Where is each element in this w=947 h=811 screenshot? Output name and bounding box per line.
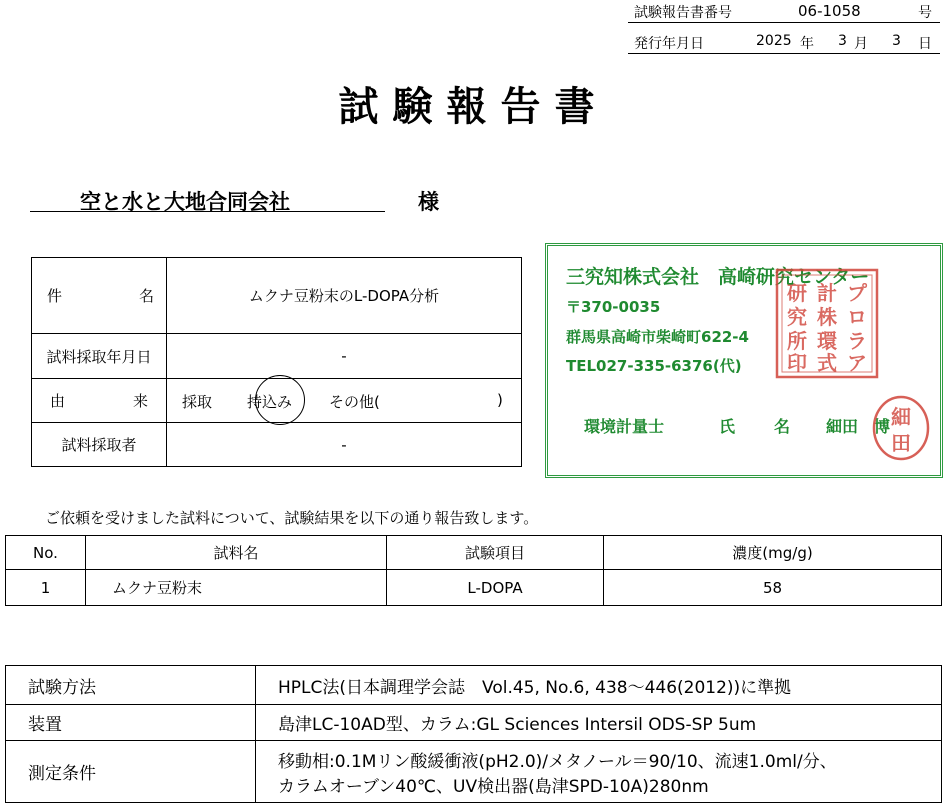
- stamp-role: 環境計量士: [584, 417, 665, 436]
- svg-text:環: 環: [817, 329, 837, 353]
- issue-year: 2025: [756, 33, 792, 49]
- sampler-label: 試料採取者: [32, 423, 167, 467]
- origin-options-cell: [167, 379, 522, 423]
- issue-month: 3: [838, 33, 847, 49]
- svg-text:ラ: ラ: [847, 329, 867, 353]
- issue-day: 3: [892, 33, 901, 49]
- origin-option-other: その他(: [329, 393, 380, 411]
- stamp-name-label-1: 氏: [719, 417, 736, 436]
- sampler-value: -: [167, 423, 522, 467]
- client-name: 空と水と大地合同会社: [80, 190, 290, 214]
- method-label: 試験方法: [6, 666, 256, 705]
- report-number-label: 試験報告書番号: [634, 5, 732, 21]
- methods-table: [5, 665, 942, 803]
- stamp-tel: TEL027-335-6376(代): [566, 357, 742, 375]
- subject-label-1: 件: [47, 287, 63, 305]
- row-no: 1: [6, 570, 86, 606]
- company-seal: [773, 266, 881, 381]
- subject-value: ムクナ豆粉末のL-DOPA分析: [167, 258, 522, 334]
- origin-label-2: 来: [132, 392, 148, 410]
- client-underline: [30, 211, 385, 212]
- results-header-row: [6, 536, 942, 570]
- svg-text:研: 研: [787, 281, 807, 305]
- svg-text:式: 式: [817, 351, 837, 375]
- sample-date-label: 試料採取年月日: [32, 334, 167, 379]
- subject-label-2: 名: [138, 287, 154, 305]
- header-test-item: 試験項目: [387, 536, 604, 570]
- sample-info-table: [31, 257, 522, 467]
- svg-text:ア: ア: [847, 351, 867, 375]
- conditions-value-cell: [256, 741, 942, 803]
- selected-circle-mark: [255, 375, 305, 425]
- stamp-company: 三究知株式会社 高崎研究センター: [566, 266, 870, 288]
- year-unit: 年: [800, 36, 814, 52]
- conditions-line-2: カラムオーブン40℃、UV検出器(島津SPD-10A)280nm: [278, 776, 709, 797]
- svg-text:印: 印: [787, 351, 807, 375]
- row-sample-name: ムクナ豆粉末: [86, 570, 387, 606]
- header-concentration: 濃度(mg/g): [604, 536, 942, 570]
- svg-text:究: 究: [787, 305, 807, 329]
- report-number: 06-1058: [798, 2, 861, 20]
- origin-option-close: ): [497, 391, 503, 409]
- company-stamp: [545, 243, 943, 478]
- results-table: [5, 535, 942, 606]
- header-sample-name: 試料名: [86, 536, 387, 570]
- report-number-suffix: 号: [918, 5, 932, 21]
- intro-text: ご依頼を受けました試料について、試験結果を以下の通り報告致します。: [45, 509, 539, 527]
- apparatus-value: 島津LC-10AD型、カラム:GL Sciences Intersil ODS-SP 5um: [256, 705, 942, 741]
- issue-date-label: 発行年月日: [634, 36, 704, 52]
- client-honorific: 様: [418, 190, 439, 214]
- day-unit: 日: [918, 36, 932, 52]
- stamp-postal: 〒370-0035: [566, 298, 661, 316]
- svg-text:細: 細: [891, 405, 911, 429]
- svg-text:計: 計: [817, 281, 837, 305]
- stamp-name-label-2: 名: [774, 417, 791, 436]
- apparatus-row: [6, 705, 942, 741]
- row-concentration: 58: [604, 570, 942, 606]
- method-row: [6, 666, 942, 705]
- svg-text:ロ: ロ: [847, 305, 867, 329]
- month-unit: 月: [854, 36, 868, 52]
- stamp-person: 細田 博: [826, 417, 891, 436]
- method-value: HPLC法(日本調理学会誌 Vol.45, No.6, 438〜446(2012))に準拠: [256, 666, 942, 705]
- stamp-address: 群馬県高崎市柴崎町622-4: [566, 328, 749, 346]
- header-no: No.: [6, 536, 86, 570]
- sample-date-value: -: [167, 334, 522, 379]
- origin-option-brought-in: 持込み: [247, 393, 293, 411]
- origin-label-cell: [32, 379, 167, 423]
- conditions-label: 測定条件: [6, 741, 256, 803]
- svg-text:田: 田: [891, 431, 911, 455]
- conditions-row: [6, 741, 942, 803]
- origin-option-sampling: 採取: [182, 393, 213, 411]
- subject-label-cell: [32, 258, 167, 334]
- svg-text:株: 株: [817, 305, 837, 329]
- svg-text:プ: プ: [847, 281, 867, 305]
- row-test-item: L-DOPA: [387, 570, 604, 606]
- origin-label-1: 由: [50, 392, 66, 410]
- document-title: 試験報告書: [338, 84, 609, 130]
- personal-seal: [871, 394, 931, 462]
- table-row: [6, 570, 942, 606]
- apparatus-label: 装置: [6, 705, 256, 741]
- conditions-line-1: 移動相:0.1Mリン酸緩衝液(pH2.0)/メタノール＝90/10、流速1.0ml/分、: [278, 751, 837, 772]
- svg-text:所: 所: [787, 329, 807, 353]
